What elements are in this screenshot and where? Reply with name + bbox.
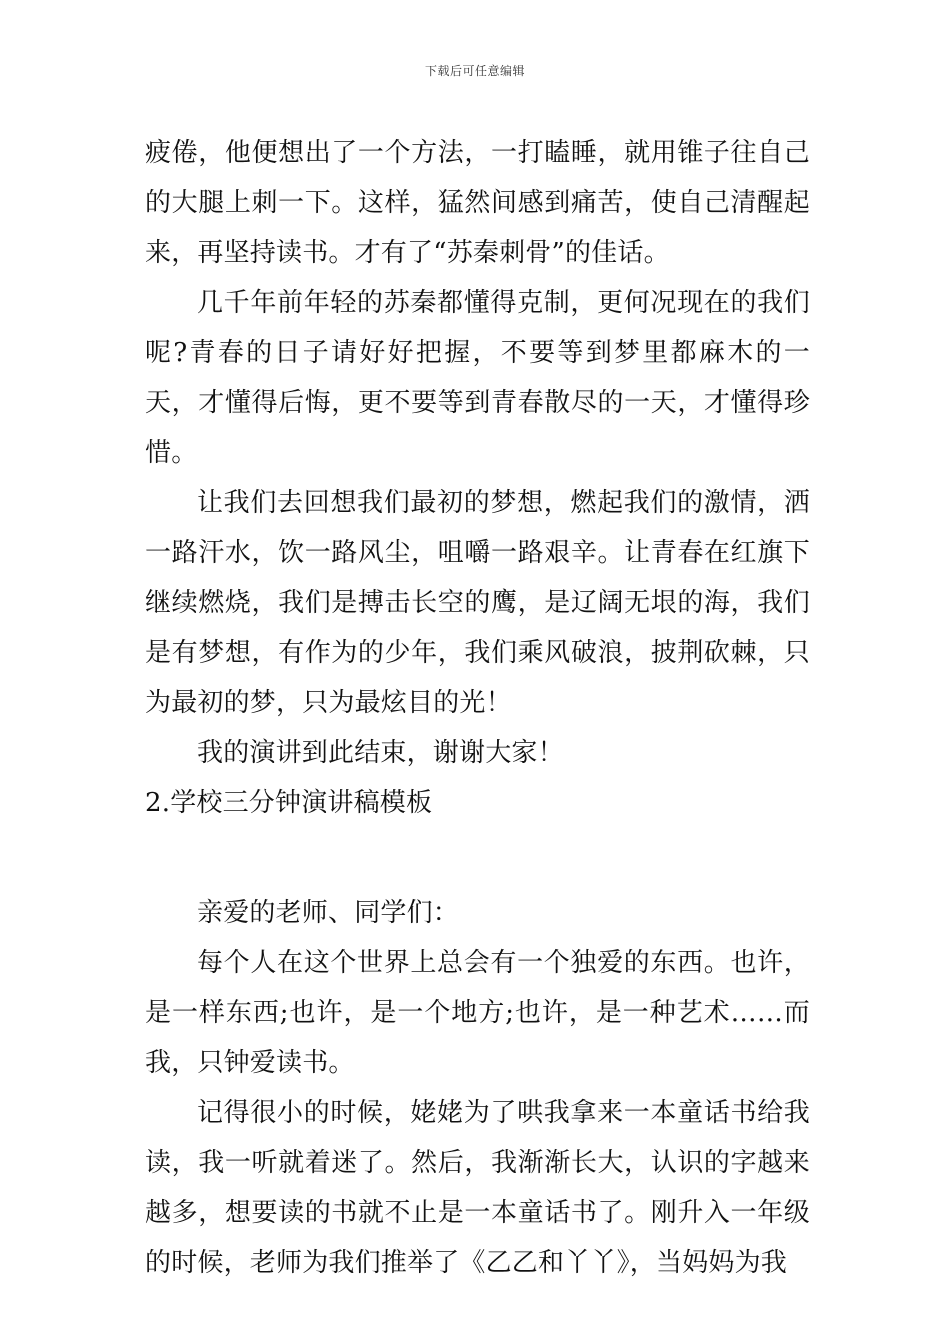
document-body [145,128,810,1288]
paragraph-3: 让我们去回想我们最初的梦想，燃起我们的激情，洒一路汗水，饮一路风尘，咀嚼一路艰辛。让青春在红旗下继续燃烧，我们是搏击长空的鹰，是辽阔无垠的海，我们是有梦想，有作为的少年，我们乘风破浪，披荆砍棘，只为最初的梦，只为最炫目的光！ [145,488,810,718]
paragraph-1: 疲倦，他便想出了一个方法，一打瞌睡，就用锥子往自己的大腿上刺一下。这样，猛然间感到痛苦，使自己清醒起来，再坚持读书。才有了“苏秦刺骨”的佳话。 [145,138,810,268]
section-spacer [145,828,810,888]
section-heading: 2.学校三分钟演讲稿模板 [145,788,433,818]
paragraph-6: 记得很小的时候，姥姥为了哄我拿来一本童话书给我读，我一听就着迷了。然后，我渐渐长大，认识的字越来越多，想要读的书就不止是一本童话书了。刚升入一年级的时候，老师为我们推举了《乙乙和丫丫》，当妈妈为我 [145,1098,810,1278]
page-header: 下载后可任意编辑 [424,64,525,78]
paragraph-2: 几千年前年轻的苏秦都懂得克制，更何况现在的我们呢?青春的日子请好好把握，不要等到梦里都麻木的一天，才懂得后悔，更不要等到青春散尽的一天，才懂得珍惜。 [145,288,810,468]
paragraph-5: 每个人在这个世界上总会有一个独爱的东西。也许，是一样东西;也许，是一个地方;也许，是一种艺术……而我，只钟爱读书。 [145,948,810,1078]
paragraph-4: 我的演讲到此结束，谢谢大家！ [197,738,564,768]
salutation: 亲爱的老师、同学们： [197,898,460,928]
